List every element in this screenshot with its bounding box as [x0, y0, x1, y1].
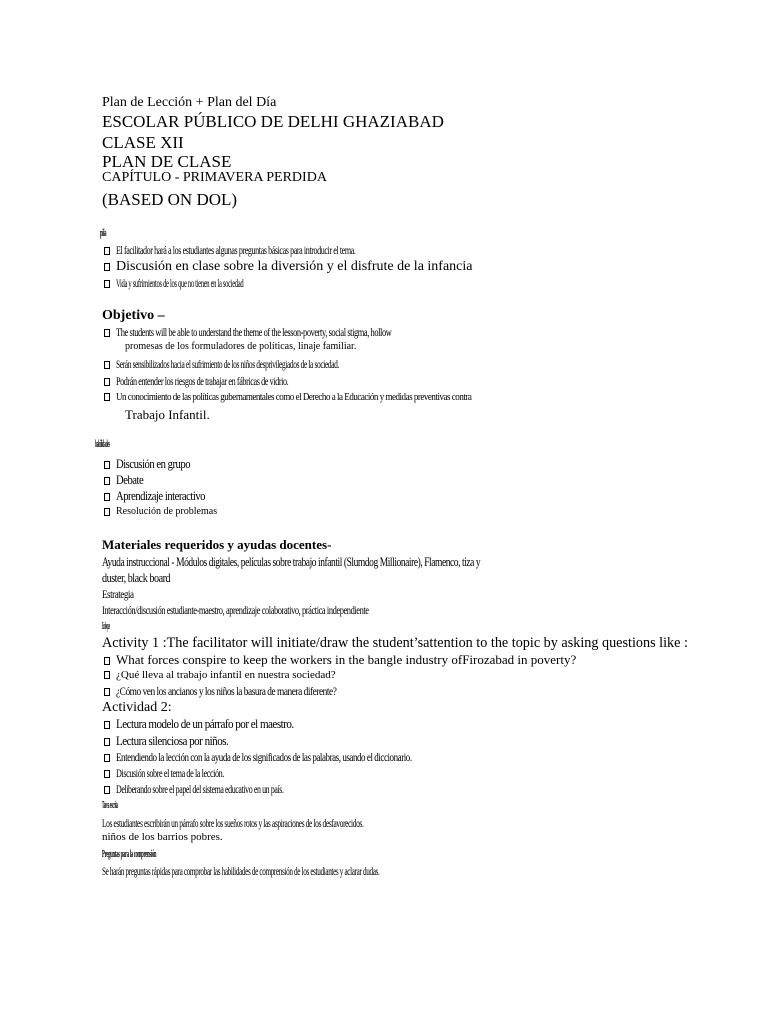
writing-line: Los estudiantes escribirán un párrafo sobre los sueños rotos y las aspiraciones de los desfavorecidos. [102, 816, 364, 830]
list-item: What forces conspire to keep the workers in the bangle industry ofFirozabad in poverty? [104, 653, 576, 666]
bullet-box-icon [104, 657, 110, 665]
bullet-box-icon [104, 378, 110, 386]
check-line: Se harán preguntas rápidas para comprobar las habilidades de comprensión de los estudiantes y aclarar dudas. [102, 864, 380, 878]
list-item: Entendiendo la lección con la ayuda de los significados de las palabras, usando el diccionario. [104, 751, 510, 763]
bullet-box-icon [104, 477, 110, 485]
materials-line: Ayuda instruccional - Módulos digitales, películas sobre trabajo infantil (Slumdog Millionaire), Flamenco, tiza y [102, 554, 481, 569]
bullet-box-icon [104, 754, 110, 762]
list-item: Debate [104, 473, 149, 486]
class-title: CLASE XII [102, 133, 184, 152]
list-item: Podrán entender los riesgos de trabajar en fábricas de vidrio. [104, 375, 369, 387]
materials-heading: Materiales requeridos y ayudas docentes- [102, 537, 332, 552]
materials-line: duster, black board [102, 570, 171, 585]
list-item: The students will be able to understand the theme of the lesson-poverty, social stigma, hollow [104, 326, 509, 338]
skills-heading: habilidades [95, 439, 110, 450]
chapter-title: CAPÍTULO - PRIMAVERA PERDIDA [102, 170, 327, 185]
list-item: ¿Cómo ven los ancianos y los niños la basura de manera diferente? [104, 685, 399, 697]
doc-subtitle: Plan de Lección + Plan del Día [102, 95, 277, 110]
bullet-box-icon [104, 461, 110, 469]
list-item: Vida y sufrimientos de los que no tienen en la sociedad [104, 277, 348, 289]
bullet-box-icon [104, 393, 110, 401]
activities-heading: Enfoque [102, 620, 110, 632]
activity2-title: Actividad 2: [102, 700, 172, 715]
bullet-box-icon [104, 329, 110, 337]
activity1-title: Activity 1 :The facilitator will initiate/draw the student’sattention to the topic by asking questions like : [102, 635, 688, 651]
list-item: Resolución de problemas [104, 507, 217, 517]
list-item: Discusión en grupo [104, 457, 206, 470]
based-on-title: (BASED ON DOL) [102, 190, 238, 209]
bullet-box-icon [104, 671, 110, 679]
list-item: Un conocimiento de las políticas gubernamentales como el Derecho a la Educación y medidas preventivas contra [104, 392, 549, 403]
list-item: ¿Qué lleva al trabajo infantil en nuestra sociedad? [104, 670, 336, 681]
bullet-box-icon [104, 721, 110, 729]
bullet-box-icon [104, 770, 110, 778]
bullet-box-icon [104, 361, 110, 369]
section1-heading: pila [100, 228, 107, 239]
list-item: Lectura modelo de un párrafo por el maestro. [104, 717, 325, 730]
bullet-box-icon [104, 508, 110, 516]
objective-heading: Objetivo – [102, 308, 165, 323]
plan-title: PLAN DE CLASE [102, 152, 232, 171]
bullet-box-icon [104, 493, 110, 501]
strategy-label: Estrategia [102, 587, 134, 601]
bullet-box-icon [104, 738, 110, 746]
list-item-continuation: Trabajo Infantil. [125, 407, 210, 422]
list-item: El facilitador hará a los estudiantes algunas preguntas básicas para introducir el tema. [104, 244, 473, 256]
list-item: Deliberando sobre el papel del sistema educativo en un país. [104, 783, 370, 795]
list-item: Lectura silenciosa por niños. [104, 734, 248, 747]
writing-heading: Tarea escrita [102, 799, 118, 811]
bullet-box-icon [104, 786, 110, 794]
list-item: Serán sensibilizados hacia el sufrimiento de los niños desprivilegiados de la sociedad. [104, 358, 476, 370]
check-heading: Preguntas para la comprensión [102, 848, 157, 860]
list-item: Discusión en clase sobre la diversión y el disfrute de la infancia [104, 260, 473, 274]
bullet-box-icon [104, 247, 110, 255]
bullet-box-icon [104, 263, 110, 271]
bullet-box-icon [104, 688, 110, 696]
writing-line: niños de los barrios pobres. [102, 831, 223, 843]
bullet-box-icon [104, 280, 110, 288]
strategy-text: Interacción/discusión estudiante-maestro, aprendizaje colaborativo, práctica independiente [102, 603, 369, 617]
list-item-continuation: promesas de los formuladores de políticas, linaje familiar. [125, 341, 357, 352]
school-name: ESCOLAR PÚBLICO DE DELHI GHAZIABAD [102, 112, 444, 131]
list-item: Aprendizaje interactivo [104, 489, 225, 502]
list-item: Discusión sobre el tema de la lección. [104, 767, 275, 779]
